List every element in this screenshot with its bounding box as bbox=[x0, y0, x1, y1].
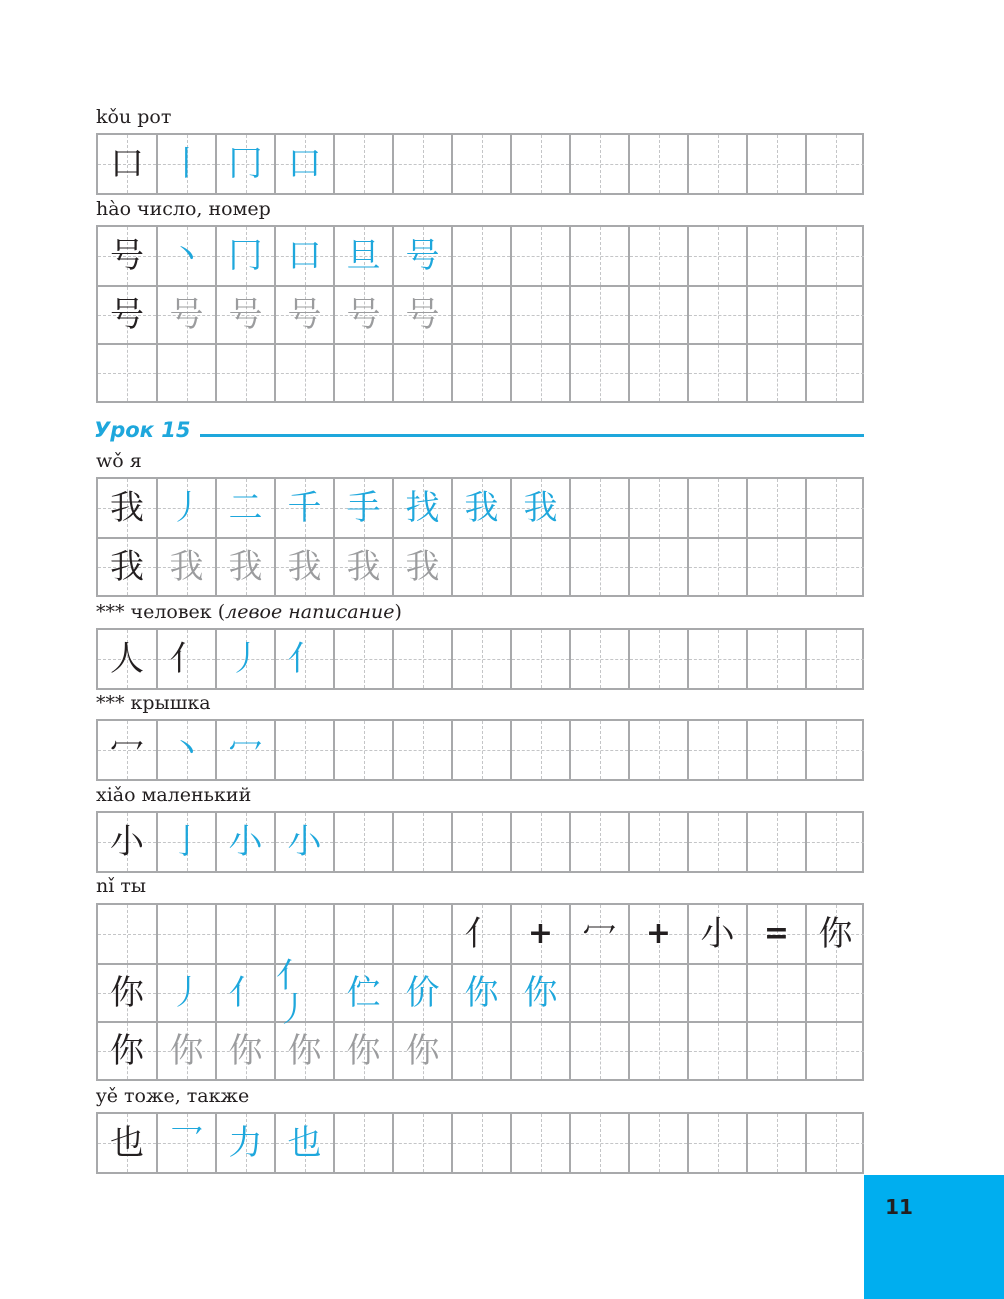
grid-cell bbox=[510, 1023, 569, 1079]
grid-cell bbox=[98, 539, 156, 595]
character-glyph: 千 bbox=[287, 488, 322, 528]
practice-grid-wo bbox=[96, 477, 864, 597]
grid-row bbox=[98, 813, 862, 871]
grid-cell bbox=[451, 135, 510, 193]
character-glyph: 小 bbox=[228, 822, 263, 862]
grid-cell bbox=[333, 905, 392, 963]
grid-cell bbox=[451, 539, 510, 595]
character-glyph: 二 bbox=[228, 488, 263, 528]
grid-cell bbox=[156, 135, 215, 193]
grid-cell bbox=[805, 965, 864, 1021]
grid-cell bbox=[98, 479, 156, 537]
practice-grid-ni bbox=[96, 903, 864, 1081]
grid-cell bbox=[569, 630, 628, 688]
grid-cell bbox=[628, 345, 687, 401]
character-glyph: 你 bbox=[818, 914, 853, 954]
character-glyph: 我 bbox=[110, 488, 144, 528]
grid-cell bbox=[569, 965, 628, 1021]
grid-cell bbox=[687, 1114, 746, 1172]
practice-grid-ye bbox=[96, 1112, 864, 1174]
grid-cell bbox=[451, 721, 510, 779]
grid-cell bbox=[628, 1114, 687, 1172]
grid-cell bbox=[746, 1114, 805, 1172]
character-glyph: 号 bbox=[346, 295, 381, 335]
grid-cell bbox=[274, 1114, 333, 1172]
grid-cell bbox=[274, 1023, 333, 1079]
character-glyph: 口 bbox=[110, 144, 144, 184]
character-glyph: 找 bbox=[405, 488, 440, 528]
section-label-wo: wǒ я bbox=[96, 450, 142, 472]
grid-cell bbox=[746, 1023, 805, 1079]
section-label-kou: kǒu рот bbox=[96, 106, 172, 128]
grid-cell bbox=[215, 135, 274, 193]
character-glyph: 亻 bbox=[464, 914, 499, 954]
grid-row bbox=[98, 721, 862, 779]
section-label-mi: *** крышка bbox=[96, 692, 211, 714]
grid-cell bbox=[333, 479, 392, 537]
grid-cell bbox=[569, 479, 628, 537]
grid-cell bbox=[628, 630, 687, 688]
grid-cell bbox=[98, 135, 156, 193]
grid-cell bbox=[746, 905, 805, 963]
grid-cell bbox=[274, 287, 333, 343]
character-glyph: 伫 bbox=[346, 973, 381, 1013]
grid-cell bbox=[569, 539, 628, 595]
grid-cell bbox=[156, 905, 215, 963]
grid-cell bbox=[510, 287, 569, 343]
grid-cell bbox=[333, 630, 392, 688]
grid-cell bbox=[628, 479, 687, 537]
grid-cell bbox=[510, 905, 569, 963]
grid-cell bbox=[805, 135, 864, 193]
grid-cell bbox=[274, 721, 333, 779]
character-glyph: 我 bbox=[110, 547, 144, 587]
grid-cell bbox=[392, 965, 451, 1021]
grid-cell bbox=[628, 1023, 687, 1079]
grid-cell bbox=[687, 539, 746, 595]
grid-cell bbox=[746, 630, 805, 688]
grid-cell bbox=[687, 721, 746, 779]
grid-cell bbox=[687, 630, 746, 688]
grid-cell bbox=[392, 721, 451, 779]
grid-cell bbox=[746, 539, 805, 595]
character-glyph: 我 bbox=[405, 547, 440, 587]
character-glyph: 号 bbox=[110, 295, 144, 335]
character-glyph: 丶 bbox=[169, 236, 204, 276]
section-label-hao: hào число, номер bbox=[96, 198, 271, 220]
grid-cell bbox=[510, 965, 569, 1021]
grid-cell bbox=[392, 345, 451, 401]
grid-cell bbox=[274, 227, 333, 285]
grid-cell bbox=[451, 905, 510, 963]
character-glyph: 你 bbox=[110, 1031, 144, 1071]
grid-cell bbox=[156, 287, 215, 343]
grid-cell bbox=[156, 539, 215, 595]
grid-cell bbox=[392, 135, 451, 193]
grid-cell bbox=[510, 345, 569, 401]
practice-grid-xiao bbox=[96, 811, 864, 873]
grid-cell bbox=[333, 1114, 392, 1172]
character-glyph: 丨 bbox=[169, 144, 204, 184]
character-glyph: 号 bbox=[228, 295, 263, 335]
character-glyph: 号 bbox=[405, 236, 440, 276]
grid-cell bbox=[569, 135, 628, 193]
grid-cell bbox=[687, 227, 746, 285]
grid-row bbox=[98, 227, 862, 285]
character-glyph: 你 bbox=[110, 973, 144, 1013]
grid-cell bbox=[274, 479, 333, 537]
grid-cell bbox=[510, 227, 569, 285]
section-label-ren bbox=[96, 601, 402, 623]
grid-cell bbox=[156, 965, 215, 1021]
grid-cell bbox=[628, 227, 687, 285]
character-glyph: 冂 bbox=[228, 144, 263, 184]
character-glyph: 力 bbox=[228, 1123, 263, 1163]
character-glyph: 手 bbox=[346, 488, 381, 528]
grid-cell bbox=[746, 813, 805, 871]
grid-cell bbox=[274, 539, 333, 595]
practice-grid-mi bbox=[96, 719, 864, 781]
grid-cell bbox=[156, 345, 215, 401]
grid-cell bbox=[569, 1114, 628, 1172]
grid-row bbox=[98, 956, 862, 1030]
character-glyph: 口 bbox=[287, 144, 322, 184]
label-ren-prefix: *** человек ( bbox=[96, 601, 226, 623]
character-glyph: 小 bbox=[110, 822, 144, 862]
grid-cell bbox=[98, 721, 156, 779]
grid-cell bbox=[215, 1114, 274, 1172]
grid-cell bbox=[333, 721, 392, 779]
grid-cell bbox=[805, 539, 864, 595]
character-glyph: 我 bbox=[346, 547, 381, 587]
grid-cell bbox=[98, 905, 156, 963]
grid-cell bbox=[156, 1023, 215, 1079]
grid-cell bbox=[451, 1023, 510, 1079]
grid-cell bbox=[569, 721, 628, 779]
practice-grid-kou bbox=[96, 133, 864, 195]
grid-cell bbox=[510, 539, 569, 595]
character-glyph: 价 bbox=[405, 973, 440, 1013]
grid-cell bbox=[215, 345, 274, 401]
section-label-ye: yě тоже, также bbox=[96, 1085, 250, 1107]
character-glyph: 我 bbox=[287, 547, 322, 587]
character-glyph: 号 bbox=[169, 295, 204, 335]
grid-cell bbox=[392, 227, 451, 285]
grid-cell bbox=[451, 287, 510, 343]
character-glyph: 你 bbox=[464, 973, 499, 1013]
character-glyph: + bbox=[527, 916, 554, 951]
grid-cell bbox=[628, 813, 687, 871]
grid-cell bbox=[510, 1114, 569, 1172]
label-ren-suffix: ) bbox=[394, 601, 402, 623]
grid-cell bbox=[392, 479, 451, 537]
grid-cell bbox=[451, 227, 510, 285]
grid-cell bbox=[628, 287, 687, 343]
grid-cell bbox=[392, 905, 451, 963]
grid-cell bbox=[628, 905, 687, 963]
grid-cell bbox=[215, 905, 274, 963]
grid-cell bbox=[746, 135, 805, 193]
grid-cell bbox=[569, 227, 628, 285]
character-glyph: 丿 bbox=[169, 488, 204, 528]
grid-cell bbox=[687, 965, 746, 1021]
character-glyph: 你 bbox=[169, 1031, 204, 1071]
character-glyph: 丿 bbox=[228, 639, 263, 679]
grid-cell bbox=[805, 1023, 864, 1079]
grid-cell bbox=[215, 539, 274, 595]
page-number: 11 bbox=[885, 1195, 913, 1219]
grid-cell bbox=[628, 965, 687, 1021]
grid-cell bbox=[98, 965, 156, 1021]
character-glyph: 你 bbox=[346, 1031, 381, 1071]
character-glyph: 乛 bbox=[169, 1123, 204, 1163]
character-glyph: + bbox=[645, 916, 672, 951]
character-glyph: = bbox=[763, 916, 790, 951]
grid-cell bbox=[333, 287, 392, 343]
character-glyph: 号 bbox=[287, 295, 322, 335]
section-label-xiao: xiǎo маленький bbox=[96, 784, 252, 806]
grid-row bbox=[98, 1021, 862, 1079]
grid-cell bbox=[215, 630, 274, 688]
character-glyph: 你 bbox=[523, 973, 558, 1013]
grid-cell bbox=[746, 227, 805, 285]
practice-grid-ren bbox=[96, 628, 864, 690]
character-glyph: 也 bbox=[287, 1123, 322, 1163]
grid-row bbox=[98, 905, 862, 963]
character-glyph: 我 bbox=[169, 547, 204, 587]
grid-cell bbox=[510, 135, 569, 193]
grid-cell bbox=[628, 135, 687, 193]
character-glyph: 我 bbox=[464, 488, 499, 528]
grid-cell bbox=[156, 1114, 215, 1172]
grid-cell bbox=[451, 479, 510, 537]
character-glyph: 冖 bbox=[228, 730, 263, 770]
grid-cell bbox=[451, 965, 510, 1021]
lesson-rule bbox=[200, 434, 864, 437]
character-glyph: 口 bbox=[287, 236, 322, 276]
character-glyph: 旦 bbox=[346, 236, 381, 276]
grid-cell bbox=[274, 813, 333, 871]
grid-cell bbox=[628, 721, 687, 779]
character-glyph: 亻丿 bbox=[276, 956, 310, 1030]
grid-cell bbox=[805, 905, 864, 963]
grid-cell bbox=[746, 479, 805, 537]
grid-row bbox=[98, 343, 862, 401]
character-glyph: 号 bbox=[405, 295, 440, 335]
grid-cell bbox=[98, 345, 156, 401]
grid-row bbox=[98, 479, 862, 537]
character-glyph: 你 bbox=[287, 1031, 322, 1071]
grid-cell bbox=[746, 721, 805, 779]
character-glyph: 冂 bbox=[228, 236, 263, 276]
grid-cell bbox=[687, 905, 746, 963]
grid-cell bbox=[687, 479, 746, 537]
grid-cell bbox=[392, 630, 451, 688]
grid-cell bbox=[215, 965, 274, 1021]
character-glyph: 我 bbox=[523, 488, 558, 528]
grid-cell bbox=[451, 345, 510, 401]
grid-cell bbox=[569, 1023, 628, 1079]
grid-cell bbox=[156, 630, 215, 688]
grid-row bbox=[98, 135, 862, 193]
grid-cell bbox=[628, 539, 687, 595]
grid-cell bbox=[156, 227, 215, 285]
grid-cell bbox=[392, 539, 451, 595]
grid-cell bbox=[333, 813, 392, 871]
grid-cell bbox=[333, 135, 392, 193]
grid-row bbox=[98, 1114, 862, 1172]
character-glyph: 亻 bbox=[228, 973, 263, 1013]
grid-cell bbox=[215, 479, 274, 537]
section-label-ni: nǐ ты bbox=[96, 875, 146, 897]
grid-cell bbox=[687, 287, 746, 343]
grid-cell bbox=[274, 135, 333, 193]
grid-cell bbox=[687, 345, 746, 401]
character-glyph: 你 bbox=[228, 1031, 263, 1071]
grid-cell bbox=[687, 1023, 746, 1079]
grid-cell bbox=[569, 345, 628, 401]
character-glyph: 人 bbox=[110, 639, 144, 679]
character-glyph: 冖 bbox=[582, 914, 617, 954]
grid-cell bbox=[333, 1023, 392, 1079]
grid-cell bbox=[746, 965, 805, 1021]
grid-cell bbox=[569, 813, 628, 871]
grid-cell bbox=[805, 1114, 864, 1172]
grid-cell bbox=[510, 813, 569, 871]
character-glyph: 亻 bbox=[287, 639, 322, 679]
grid-cell bbox=[98, 1023, 156, 1079]
character-glyph: 小 bbox=[287, 822, 322, 862]
character-glyph: 小 bbox=[700, 914, 735, 954]
grid-cell bbox=[510, 721, 569, 779]
grid-cell bbox=[215, 1023, 274, 1079]
grid-cell bbox=[392, 1114, 451, 1172]
grid-cell bbox=[805, 227, 864, 285]
grid-cell bbox=[274, 345, 333, 401]
practice-grid-hao bbox=[96, 225, 864, 403]
grid-cell bbox=[451, 630, 510, 688]
grid-cell bbox=[392, 813, 451, 871]
grid-cell bbox=[687, 135, 746, 193]
grid-row bbox=[98, 630, 862, 688]
grid-cell bbox=[333, 965, 392, 1021]
grid-cell bbox=[510, 479, 569, 537]
page-number-tab bbox=[864, 1175, 1004, 1299]
grid-cell bbox=[98, 1114, 156, 1172]
character-glyph: 你 bbox=[405, 1031, 440, 1071]
grid-cell bbox=[569, 287, 628, 343]
grid-cell bbox=[805, 479, 864, 537]
grid-cell bbox=[392, 1023, 451, 1079]
grid-cell bbox=[333, 539, 392, 595]
label-ren-italic: левое написание bbox=[225, 601, 395, 623]
grid-cell bbox=[746, 345, 805, 401]
grid-cell bbox=[156, 479, 215, 537]
grid-cell bbox=[98, 227, 156, 285]
grid-cell bbox=[215, 721, 274, 779]
grid-cell bbox=[215, 287, 274, 343]
grid-cell bbox=[98, 630, 156, 688]
character-glyph: 亅 bbox=[169, 822, 204, 862]
grid-cell bbox=[687, 813, 746, 871]
grid-cell bbox=[274, 630, 333, 688]
grid-row bbox=[98, 537, 862, 595]
grid-cell bbox=[215, 227, 274, 285]
grid-cell bbox=[805, 287, 864, 343]
character-glyph: 冖 bbox=[110, 730, 144, 770]
grid-cell bbox=[274, 905, 333, 963]
grid-cell bbox=[805, 721, 864, 779]
grid-cell bbox=[451, 1114, 510, 1172]
grid-cell bbox=[451, 813, 510, 871]
character-glyph: 亻 bbox=[169, 639, 204, 679]
grid-cell bbox=[510, 630, 569, 688]
character-glyph: 也 bbox=[110, 1123, 144, 1163]
grid-cell bbox=[98, 287, 156, 343]
grid-cell bbox=[392, 287, 451, 343]
grid-cell bbox=[333, 227, 392, 285]
grid-cell bbox=[805, 813, 864, 871]
character-glyph: 我 bbox=[228, 547, 263, 587]
grid-cell bbox=[98, 813, 156, 871]
grid-cell bbox=[746, 287, 805, 343]
grid-cell bbox=[333, 345, 392, 401]
grid-cell bbox=[215, 813, 274, 871]
grid-row bbox=[98, 285, 862, 343]
grid-cell bbox=[569, 905, 628, 963]
grid-cell bbox=[805, 345, 864, 401]
lesson-title: Урок 15 bbox=[94, 418, 191, 442]
character-glyph: 丶 bbox=[169, 730, 204, 770]
grid-cell bbox=[156, 721, 215, 779]
grid-cell bbox=[805, 630, 864, 688]
grid-cell bbox=[156, 813, 215, 871]
grid-cell bbox=[274, 956, 333, 1030]
character-glyph: 丿 bbox=[169, 973, 204, 1013]
character-glyph: 号 bbox=[110, 236, 144, 276]
